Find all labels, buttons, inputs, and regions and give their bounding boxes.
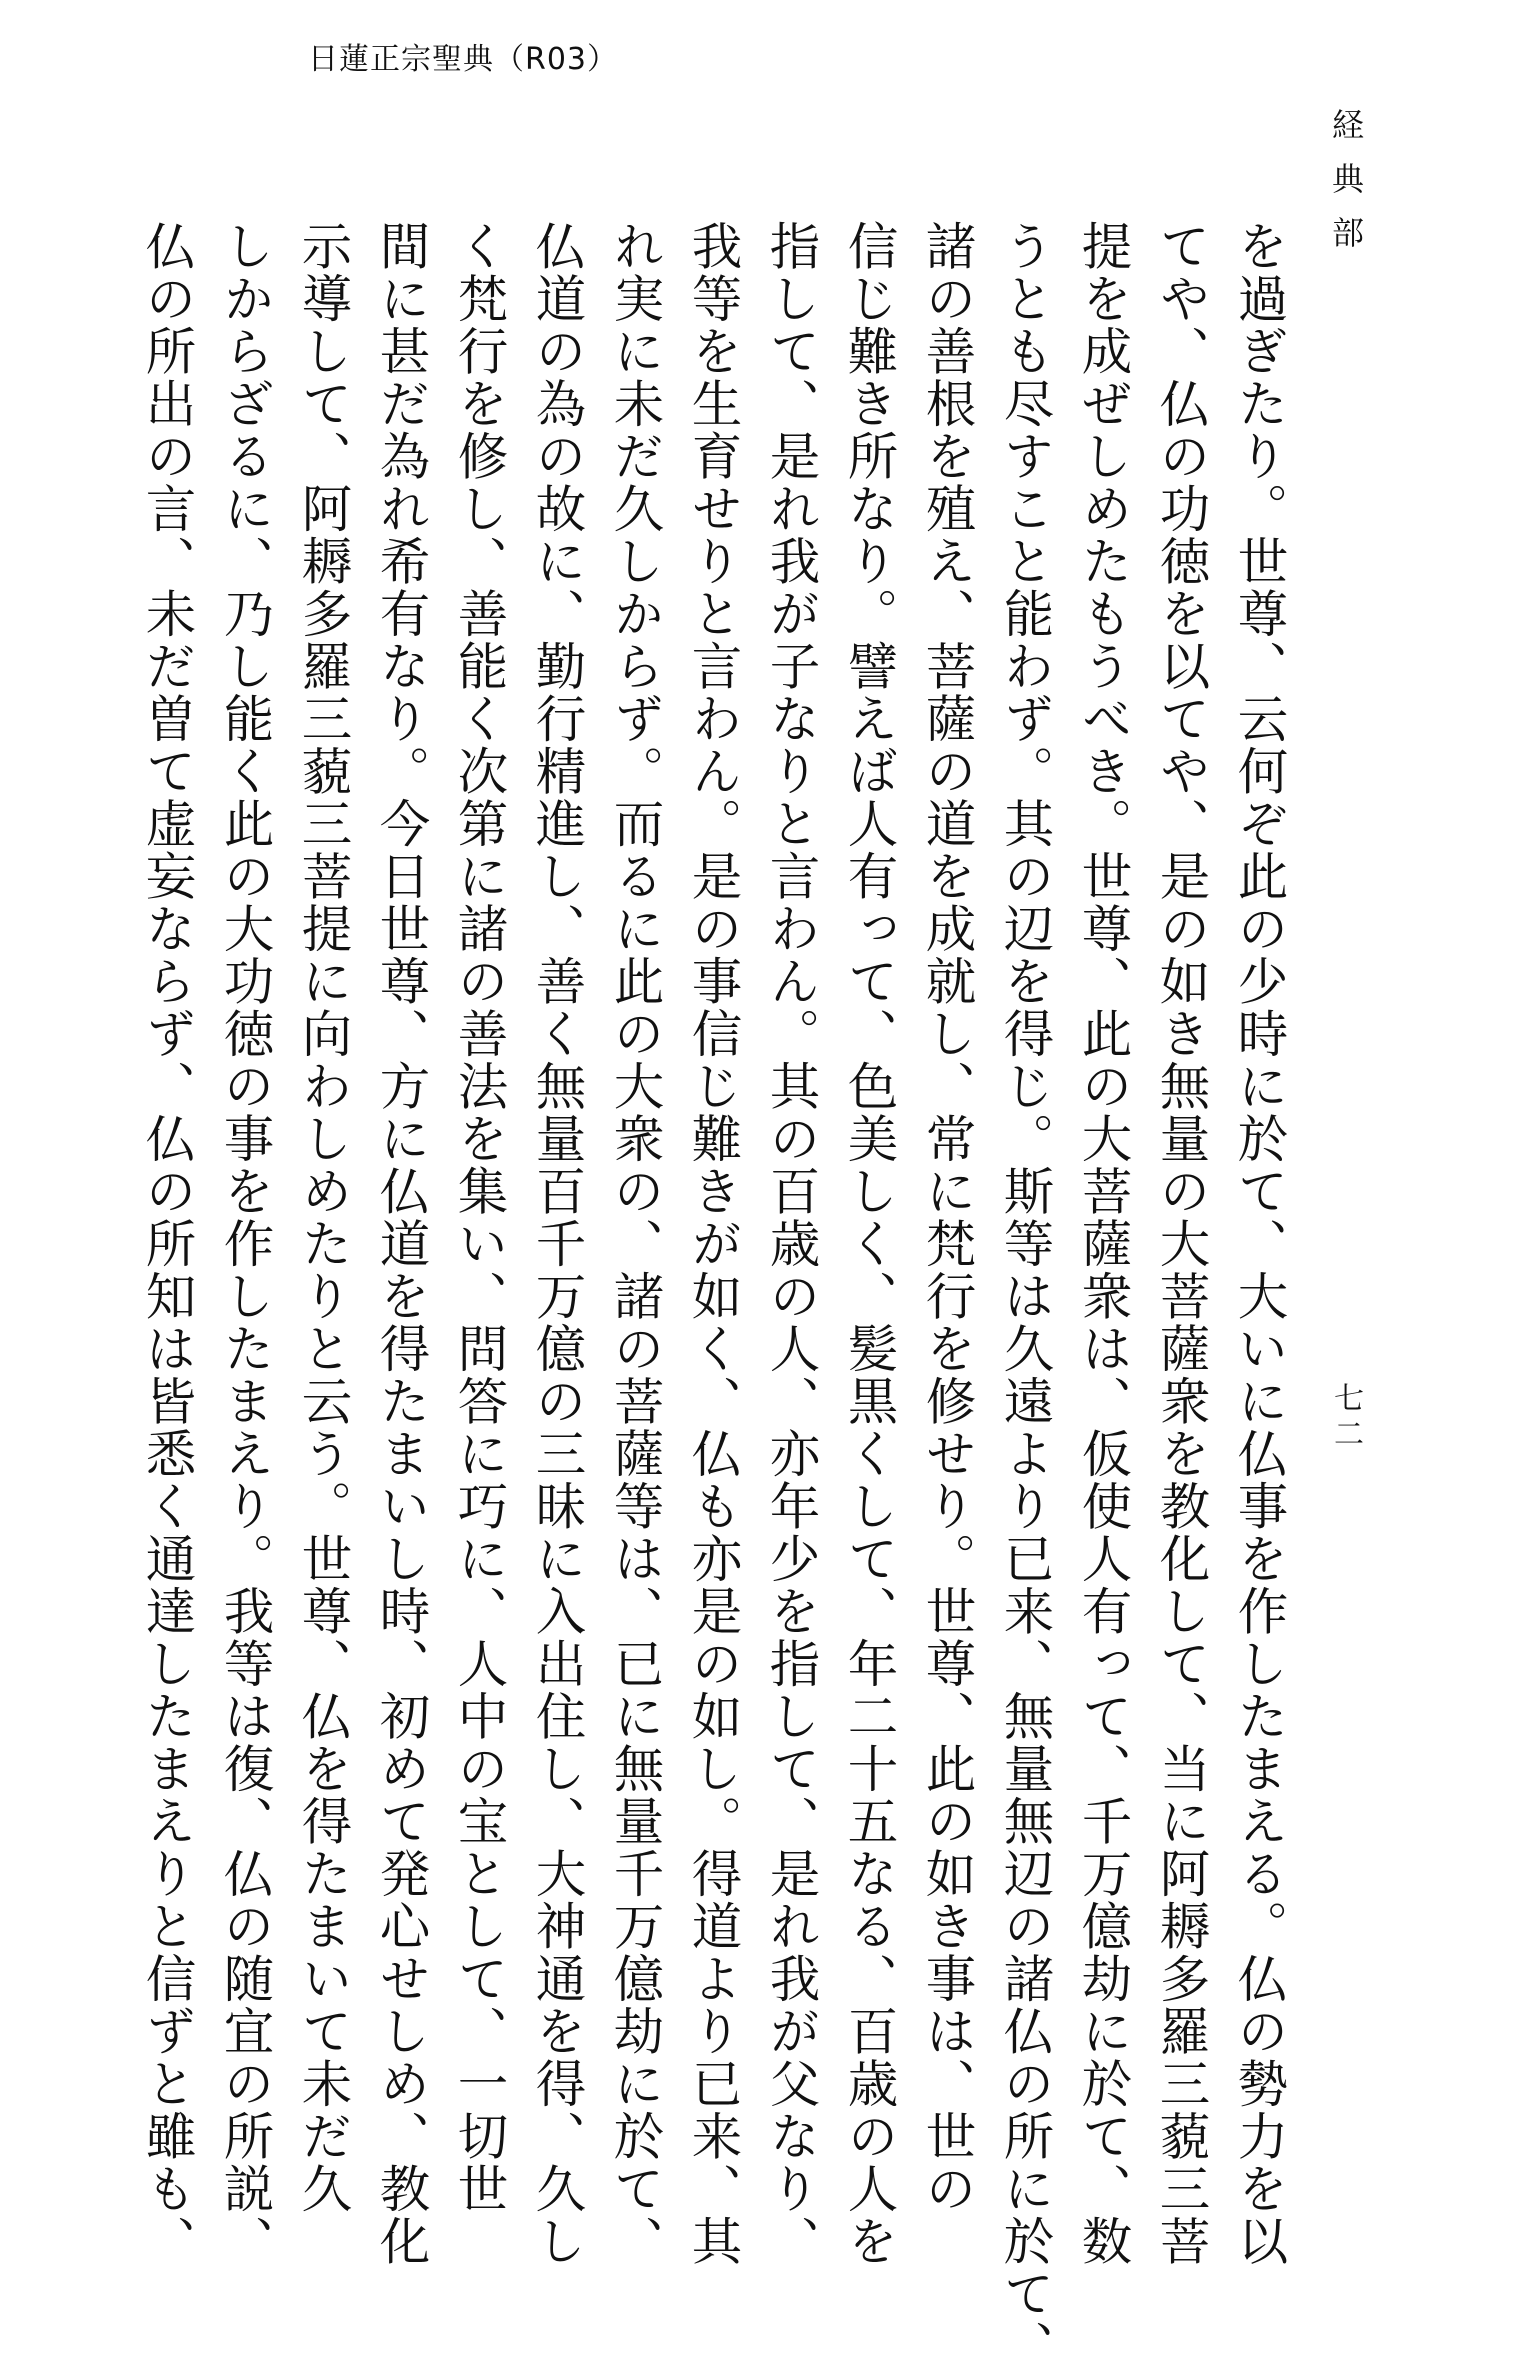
section-title: 経典部 — [1327, 108, 1365, 270]
text-column: 我等を生育せりと言わん。是の事信じ難きが如く、仏も亦是の如し。得道より已来、其 — [684, 220, 743, 2268]
text-column: 示導して、阿耨多羅三藐三菩提に向わしめたりと云う。世尊、仏を得たまいて未だ久 — [294, 220, 353, 2215]
text-column: く梵行を修し、善能く次第に諸の善法を集い、問答に巧に、人中の宝として、一切世 — [450, 220, 509, 2215]
text-column: 間に甚だ為れ希有なり。今日世尊、方に仏道を得たまいし時、初めて発心せしめ、教化 — [372, 220, 431, 2268]
document-header: 日蓮正宗聖典（R03） — [308, 42, 619, 77]
text-column: 信じ難き所なり。譬えば人有って、色美しく、髪黒くして、年二十五なる、百歳の人を — [840, 220, 899, 2268]
text-column: 仏道の為の故に、勤行精進し、善く無量百千万億の三昧に入出住し、大神通を得、久し — [528, 220, 587, 2268]
page-number: 七二 — [1328, 1382, 1363, 1454]
text-column: うとも尽すこと能わず。其の辺を得じ。斯等は久遠より已来、無量無辺の諸仏の所に於て、 — [996, 220, 1055, 2373]
text-column: れ実に未だ久しからず。而るに此の大衆の、諸の菩薩等は、已に無量千万億劫に於て、 — [606, 220, 665, 2268]
text-column: しからざるに、乃し能く此の大功徳の事を作したまえり。我等は復、仏の随宜の所説、 — [216, 220, 275, 2268]
text-column: 提を成ぜしめたもうべき。世尊、此の大菩薩衆は、仮使人有って、千万億劫に於て、数 — [1074, 220, 1133, 2268]
text-column: を過ぎたり。世尊、云何ぞ此の少時に於て、大いに仏事を作したまえる。仏の勢力を以 — [1230, 220, 1289, 2268]
text-column: 仏の所出の言、未だ曽て虚妄ならず、仏の所知は皆悉く通達したまえりと信ずと雖も、 — [138, 220, 197, 2268]
text-column: 諸の善根を殖え、菩薩の道を成就し、常に梵行を修せり。世尊、此の如き事は、世の — [918, 220, 977, 2215]
sutra-text-body — [138, 220, 1298, 2373]
text-column: 指して、是れ我が子なりと言わん。其の百歳の人、亦年少を指して、是れ我が父なり、 — [762, 220, 821, 2268]
text-column: てや、仏の功徳を以てや、是の如き無量の大菩薩衆を教化して、当に阿耨多羅三藐三菩 — [1152, 220, 1211, 2268]
